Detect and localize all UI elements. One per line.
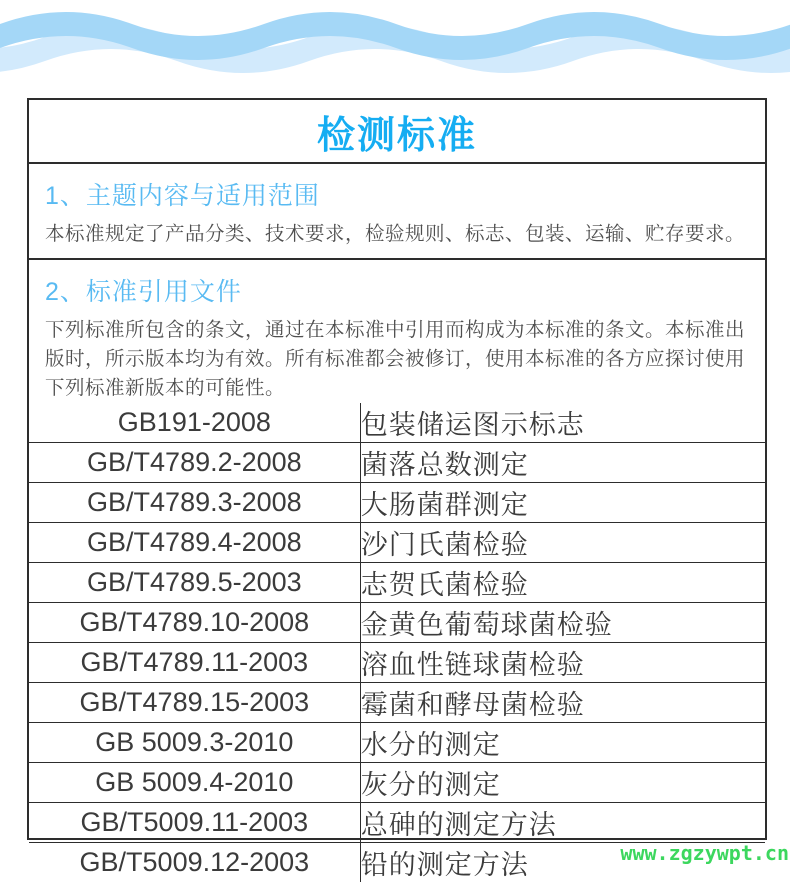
standard-name-cell: 金黄色葡萄球菌检验 [360, 603, 765, 643]
table-row [29, 803, 765, 843]
standard-name-cell: 灰分的测定 [360, 763, 765, 803]
standard-code-cell: GB/T4789.10-2008 [29, 603, 360, 643]
standard-name-cell: 霉菌和酵母菌检验 [360, 683, 765, 723]
page-title: 检测标准 [317, 104, 477, 159]
standard-name-cell: 总砷的测定方法 [360, 803, 765, 843]
section-scope-heading: 1、主题内容与适用范围 [45, 176, 749, 212]
standards-card [27, 98, 767, 840]
standards-table-wrap [29, 403, 765, 882]
title-area [29, 100, 765, 164]
standards-table [29, 403, 765, 882]
table-row [29, 683, 765, 723]
section-references-heading: 2、标准引用文件 [45, 272, 749, 308]
table-row [29, 723, 765, 763]
watermark-text: www.zgzywpt.cn [620, 841, 789, 865]
standard-code-cell: GB/T4789.4-2008 [29, 523, 360, 563]
standard-code-cell: GB 5009.4-2010 [29, 763, 360, 803]
section-references-body: 下列标准所包含的条文，通过在本标准中引用而构成为本标准的条文。本标准出版时，所示版本均为有效。所有标准都会被修订，使用本标准的各方应探讨使用下列标准新版本的可能性。 [45, 316, 749, 403]
table-row [29, 483, 765, 523]
standard-name-cell: 沙门氏菌检验 [360, 523, 765, 563]
standard-code-cell: GB/T4789.11-2003 [29, 643, 360, 683]
table-row [29, 763, 765, 803]
table-row [29, 523, 765, 563]
standard-name-cell: 菌落总数测定 [360, 443, 765, 483]
standard-code-cell: GB/T4789.5-2003 [29, 563, 360, 603]
standard-name-cell: 志贺氏菌检验 [360, 563, 765, 603]
wave-decoration [0, 0, 790, 95]
wave-medium-path [0, 12, 790, 60]
table-row [29, 443, 765, 483]
standard-code-cell: GB 5009.3-2010 [29, 723, 360, 763]
section-scope [29, 164, 765, 260]
standard-code-cell: GB/T4789.15-2003 [29, 683, 360, 723]
standard-code-cell: GB/T5009.11-2003 [29, 803, 360, 843]
table-row [29, 563, 765, 603]
standard-name-cell: 水分的测定 [360, 723, 765, 763]
wave-svg [0, 0, 790, 95]
standards-table-body [29, 403, 765, 882]
standard-code-cell: GB/T4789.3-2008 [29, 483, 360, 523]
standard-name-cell: 大肠菌群测定 [360, 483, 765, 523]
standard-name-cell: 铅的测定方法 [360, 843, 765, 882]
section-scope-body: 本标准规定了产品分类、技术要求，检验规则、标志、包装、运输、贮存要求。 [45, 220, 749, 249]
section-references [29, 260, 765, 403]
table-row [29, 643, 765, 683]
standard-name-cell: 包装储运图示标志 [360, 403, 765, 443]
table-row [29, 403, 765, 443]
standard-name-cell: 溶血性链球菌检验 [360, 643, 765, 683]
standard-code-cell: GB/T4789.2-2008 [29, 443, 360, 483]
standard-code-cell: GB/T5009.12-2003 [29, 843, 360, 882]
table-row [29, 603, 765, 643]
standard-code-cell: GB191-2008 [29, 403, 360, 443]
